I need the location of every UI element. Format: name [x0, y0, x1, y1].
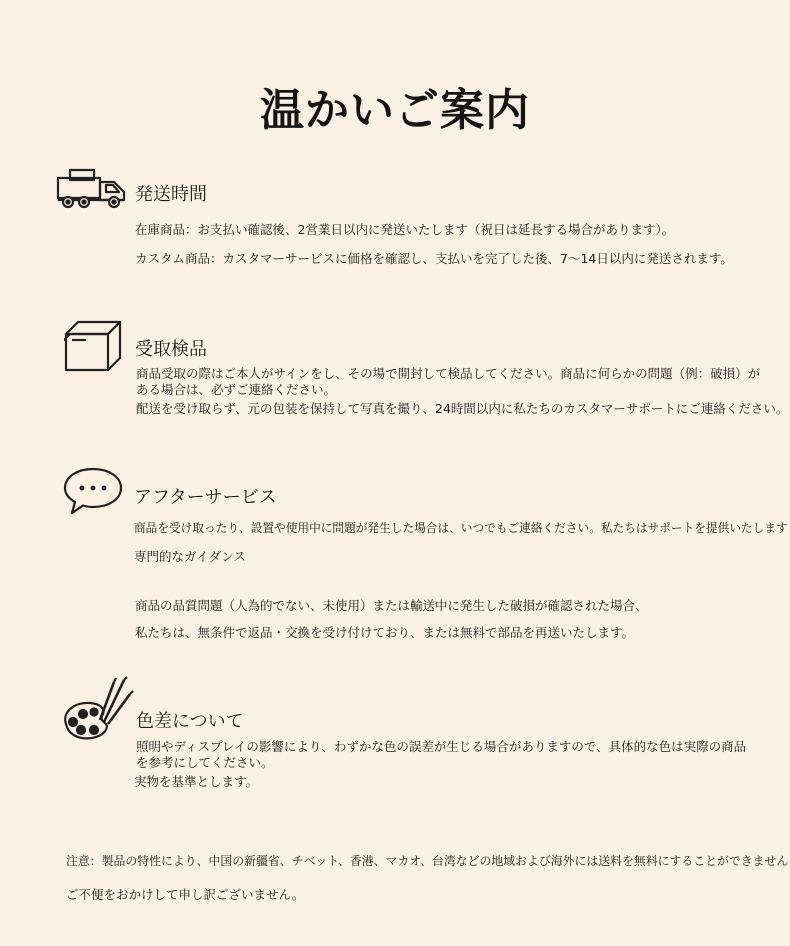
section-heading-after-service: アフターサービス: [134, 487, 277, 508]
palette-icon: [60, 676, 136, 744]
chat-bubble-icon: [62, 466, 124, 518]
note-line-1: 注意：製品の特性により、中国の新疆省、チベット、香港、マカオ、台湾などの地域および海外には送料を無料にすることができません: [66, 854, 789, 868]
section-heading-shipping: 発送時間: [135, 184, 207, 205]
inspection-line-1: 商品受取の際はご本人がサインをし、その場で開封して検品してください。商品に何らかの問題（例：破損）が: [136, 366, 761, 381]
color-difference-line-1: 照明やディスプレイの影響により、わずかな色の誤差が生じる場合がありますので、具体的な色は実際の商品: [136, 739, 747, 754]
truck-icon: [56, 168, 128, 210]
shipping-line-2: カスタム商品：カスタマーサービスに価格を確認し、支払いを完了した後、7〜14日以内に発送されます。: [135, 251, 733, 266]
after-service-line-3: 商品の品質問題（人為的でない、未使用）または輸送中に発生した破損が確認された場合、: [135, 598, 648, 613]
color-difference-line-2: を参考にしてください。: [136, 755, 274, 770]
shipping-line-1: 在庫商品：お支払い確認後、2営業日以内に発送いたします（祝日は延長する場合があります）。: [135, 222, 675, 237]
inspection-line-3: 配送を受け取らず、元の包装を保持して写真を撮り、24時間以内に私たちのカスタマーサポートにご連絡ください。: [136, 401, 789, 416]
after-service-line-4: 私たちは、無条件で返品・交換を受け付けており、または無料で部品を再送いたします。: [135, 625, 635, 640]
note-line-2: ご不便をおかけして申し訳ございません。: [66, 887, 305, 902]
page-title: 温かいご案内: [260, 85, 530, 136]
section-heading-color-difference: 色差について: [136, 711, 244, 732]
after-service-line-2: 専門的なガイダンス: [134, 549, 246, 564]
color-difference-line-3: 実物を基準とします。: [134, 774, 259, 789]
box-icon: [64, 320, 124, 374]
after-service-line-1: 商品を受け取ったり、設置や使用中に問題が発生した場合は、いつでもご連絡ください。私たちはサポートを提供いたします: [134, 521, 788, 535]
inspection-line-2: ある場合は、必ずご連絡ください。: [136, 382, 337, 397]
section-heading-inspection: 受取検品: [135, 339, 207, 360]
